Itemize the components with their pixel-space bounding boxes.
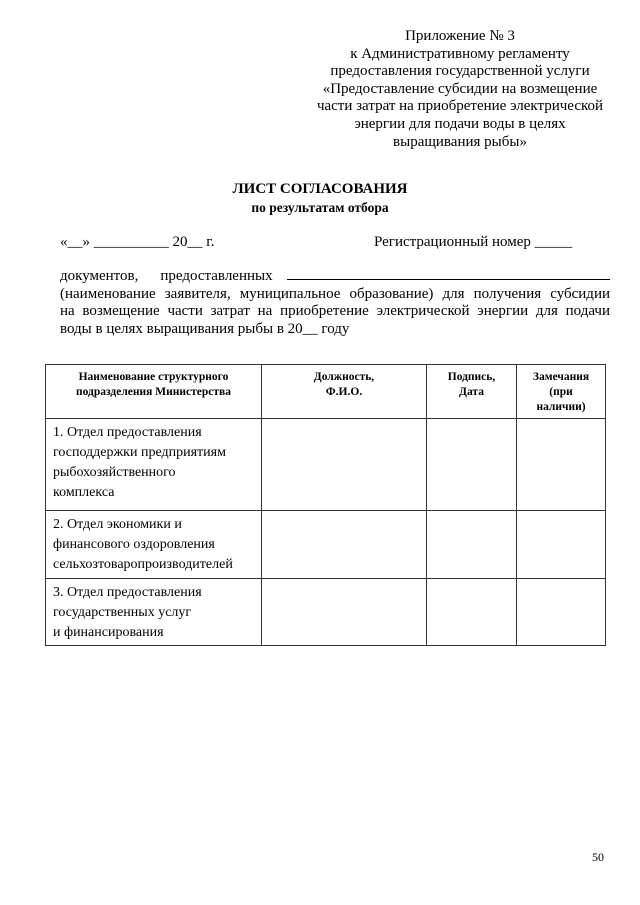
body-line [60, 321, 610, 339]
department-text: 2. Отдел экономики и [53, 517, 182, 532]
appendix-line: выращивания рыбы» [393, 133, 527, 150]
department-text: господдержки предприятиям [53, 445, 226, 460]
header-text: Замечания [532, 371, 590, 383]
documents-line [60, 267, 610, 286]
signature-date-cell[interactable] [427, 511, 517, 579]
documents-word: документов, [60, 268, 139, 284]
header-text: Дата [459, 386, 484, 398]
table-header-row [46, 365, 606, 419]
appendix-line: Приложение № 3 [405, 28, 515, 44]
appendix-header [300, 28, 620, 151]
header-text: наличии) [536, 401, 586, 413]
date-field-line: «__» __________ 20__ г. [60, 234, 215, 250]
header-position-name [262, 365, 427, 419]
body-line-text: на возмещение части затрат на приобретение электрической энергии для подачи [60, 303, 610, 320]
provided-word: предоставленных [160, 268, 273, 284]
department-text: рыбохозяйственного [53, 465, 176, 480]
department-text: комплекса [53, 485, 115, 500]
registration-number-line: Регистрационный номер _____ [374, 234, 573, 250]
header-text: (при [549, 386, 573, 398]
header-text: подразделения Министерства [76, 386, 231, 398]
page-number: 50 [592, 850, 604, 864]
position-name-cell[interactable] [262, 511, 427, 579]
approval-table [45, 364, 606, 646]
appendix-line: предоставления государственной услуги [330, 63, 590, 80]
body-line [60, 303, 610, 321]
body-line-text: воды в целях выращивания рыбы в 20__ году [60, 320, 350, 337]
appendix-line: «Предоставление субсидии на возмещение [322, 80, 598, 97]
header-department [46, 365, 262, 419]
department-cell [46, 419, 262, 511]
appendix-line: к Административному регламенту [350, 45, 570, 62]
document-subtitle: по результатам отбора [251, 200, 389, 215]
body-paragraph [60, 267, 610, 338]
signature-date-cell[interactable] [427, 419, 517, 511]
table-row [46, 579, 606, 646]
department-cell [46, 579, 262, 646]
department-cell [46, 511, 262, 579]
header-text: Наименование структурного [78, 371, 229, 383]
department-text: сельхозтоваропроизводителей [53, 557, 233, 572]
position-name-cell[interactable] [262, 579, 427, 646]
body-line-text: (наименование заявителя, муниципальное образование) для получения субсидии [60, 285, 610, 302]
remarks-cell[interactable] [517, 511, 606, 579]
department-text: и финансирования [53, 625, 164, 640]
header-text: Ф.И.О. [325, 386, 363, 398]
position-name-cell[interactable] [262, 419, 427, 511]
header-signature-date [427, 365, 517, 419]
department-text: 1. Отдел предоставления [53, 425, 202, 440]
table-row [46, 511, 606, 579]
table-row [46, 419, 606, 511]
signature-date-cell[interactable] [427, 579, 517, 646]
department-text: государственных услуг [53, 605, 192, 620]
applicant-blank-line [287, 267, 610, 280]
remarks-cell[interactable] [517, 579, 606, 646]
appendix-line: части затрат на приобретение электрической [316, 98, 604, 115]
header-text: Подпись, [447, 371, 496, 383]
department-text: финансового оздоровления [53, 537, 215, 552]
remarks-cell[interactable] [517, 419, 606, 511]
department-text: 3. Отдел предоставления [53, 585, 202, 600]
header-text: Должность, [313, 371, 375, 383]
document-title: ЛИСТ СОГЛАСОВАНИЯ [232, 181, 408, 197]
body-line [60, 286, 610, 304]
appendix-line: энергии для подачи воды в целях [354, 115, 566, 132]
header-remarks [517, 365, 606, 419]
